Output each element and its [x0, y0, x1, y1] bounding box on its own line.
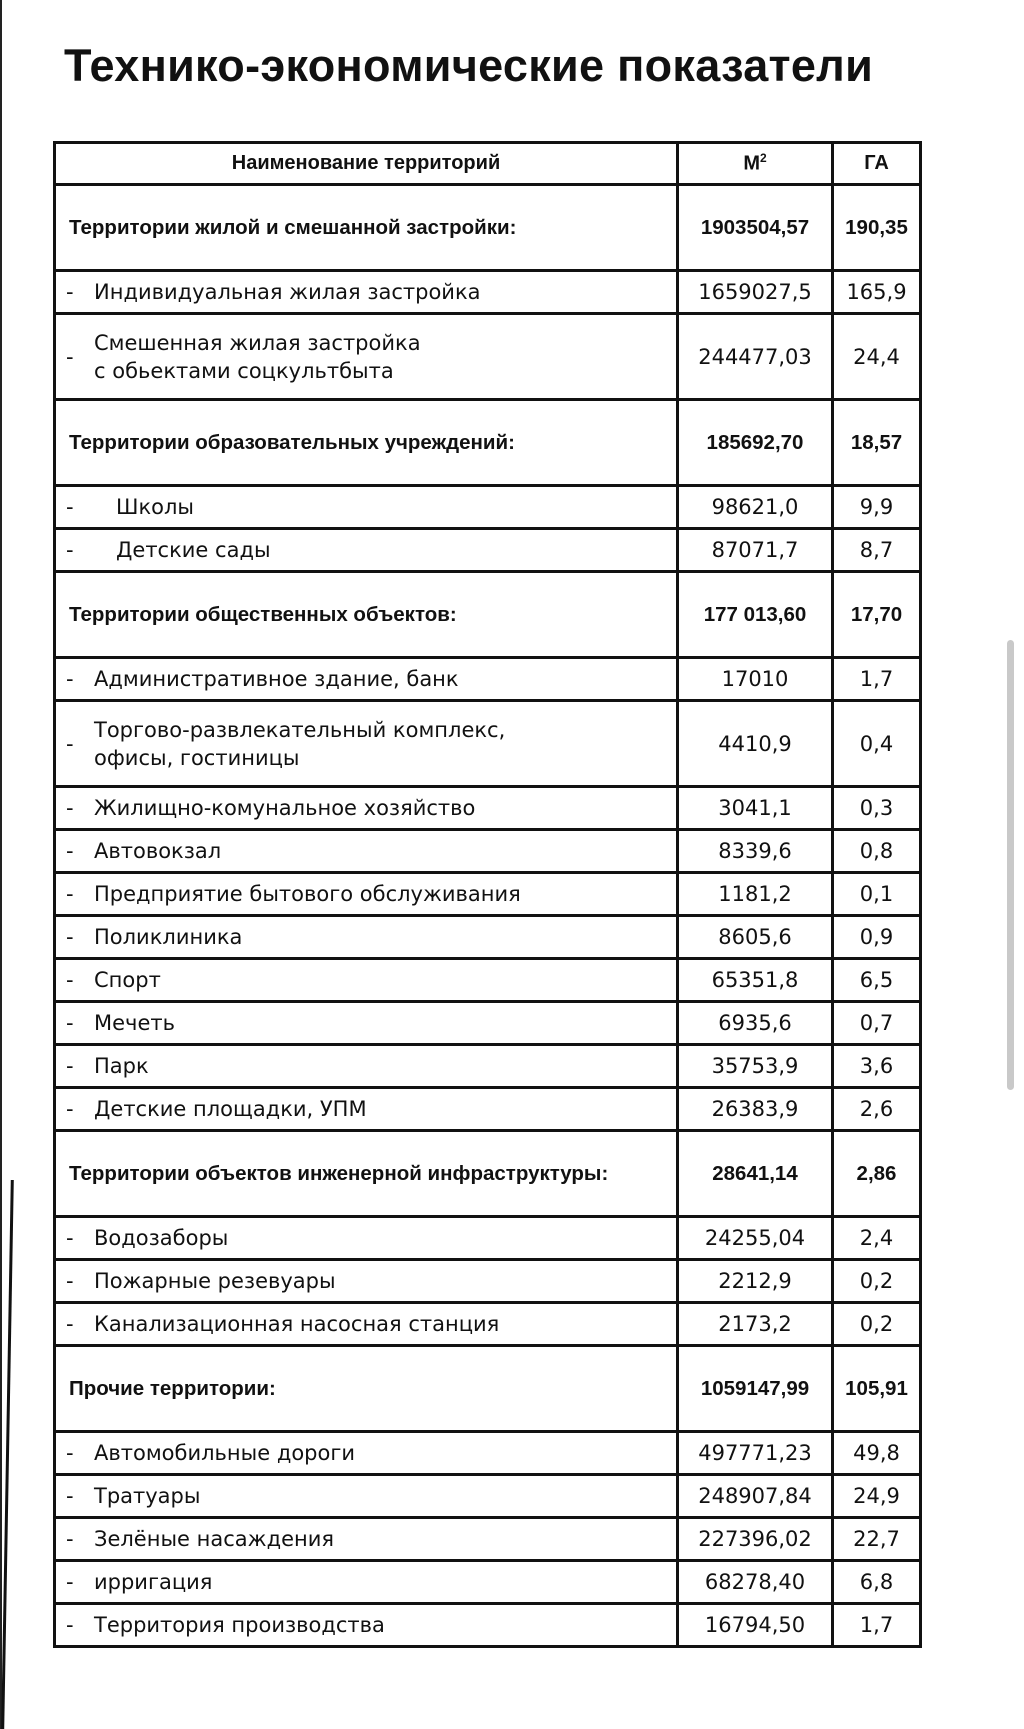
item-m2: 65351,8	[678, 959, 833, 1002]
item-name-line1: Смешенная жилая застройка	[94, 330, 421, 355]
item-ha: 1,7	[833, 1604, 921, 1647]
item-name-cell	[55, 1303, 678, 1346]
item-ha: 0,2	[833, 1260, 921, 1303]
item-name-cell	[55, 486, 678, 529]
item-m2: 4410,9	[678, 701, 833, 787]
table-category-row	[55, 572, 921, 658]
page-left-edge	[0, 0, 2, 1729]
item-ha: 2,6	[833, 1088, 921, 1131]
category-ha: 18,57	[833, 400, 921, 486]
item-name-cell	[55, 701, 678, 787]
item-m2: 1181,2	[678, 873, 833, 916]
item-name: Поликлиника	[94, 925, 243, 949]
item-name-line1: Торгово-развлекательный комплекс,	[94, 717, 506, 742]
item-ha: 165,9	[833, 271, 921, 314]
item-name-cell	[55, 271, 678, 314]
category-m2: 185692,70	[678, 400, 833, 486]
item-name-cell	[55, 787, 678, 830]
item-m2: 87071,7	[678, 529, 833, 572]
item-name: Канализационная насосная станция	[94, 1312, 500, 1336]
item-m2: 8605,6	[678, 916, 833, 959]
item-dash: -	[66, 495, 74, 519]
page-left-edge-shadow	[1, 1180, 14, 1729]
header-m2	[678, 143, 833, 185]
item-name-cell	[55, 916, 678, 959]
table-row	[55, 1475, 921, 1518]
item-dash: -	[66, 731, 74, 756]
item-dash: -	[66, 1011, 74, 1035]
item-ha: 2,4	[833, 1217, 921, 1260]
item-ha: 6,8	[833, 1561, 921, 1604]
table-row	[55, 1432, 921, 1475]
item-m2: 26383,9	[678, 1088, 833, 1131]
item-m2: 497771,23	[678, 1432, 833, 1475]
item-name-line2: офисы, гостиницы	[94, 745, 300, 770]
item-name-cell	[55, 1432, 678, 1475]
header-m2-sup: 2	[759, 151, 767, 166]
table-row	[55, 658, 921, 701]
category-name: Территории образовательных учреждений:	[55, 400, 678, 486]
item-m2: 244477,03	[678, 314, 833, 400]
item-name: Индивидуальная жилая застройка	[94, 280, 481, 304]
item-name-cell	[55, 1260, 678, 1303]
table-row	[55, 916, 921, 959]
page-title: Технико-экономические показатели	[64, 40, 874, 91]
item-ha: 0,1	[833, 873, 921, 916]
item-dash: -	[66, 796, 74, 820]
category-ha: 17,70	[833, 572, 921, 658]
item-ha: 0,9	[833, 916, 921, 959]
category-name: Территории объектов инженерной инфраструктуры:	[55, 1131, 678, 1217]
table-row	[55, 1561, 921, 1604]
category-m2: 28641,14	[678, 1131, 833, 1217]
item-m2: 6935,6	[678, 1002, 833, 1045]
table-row	[55, 486, 921, 529]
item-dash: -	[66, 667, 74, 691]
item-m2: 24255,04	[678, 1217, 833, 1260]
table-row	[55, 1260, 921, 1303]
item-dash: -	[66, 882, 74, 906]
item-name-cell	[55, 1217, 678, 1260]
item-ha: 49,8	[833, 1432, 921, 1475]
item-name-cell	[55, 1604, 678, 1647]
category-m2: 1059147,99	[678, 1346, 833, 1432]
item-name-cell	[55, 959, 678, 1002]
category-ha: 2,86	[833, 1131, 921, 1217]
item-name: Предприятие бытового обслуживания	[94, 882, 521, 906]
table-category-row	[55, 1131, 921, 1217]
item-dash: -	[66, 1570, 74, 1594]
table-row	[55, 1217, 921, 1260]
item-m2: 68278,40	[678, 1561, 833, 1604]
item-ha: 0,3	[833, 787, 921, 830]
table-row	[55, 959, 921, 1002]
category-m2: 1903504,57	[678, 185, 833, 271]
item-name-cell	[55, 1518, 678, 1561]
table-category-row	[55, 400, 921, 486]
item-name: Водозаборы	[94, 1226, 229, 1250]
item-name: Парк	[94, 1054, 149, 1078]
table-category-row	[55, 185, 921, 271]
table-row	[55, 873, 921, 916]
item-ha: 1,7	[833, 658, 921, 701]
item-name-cell	[55, 1475, 678, 1518]
item-m2: 227396,02	[678, 1518, 833, 1561]
item-name-cell	[55, 1045, 678, 1088]
item-dash: -	[66, 1441, 74, 1465]
item-name: Пожарные резевуары	[94, 1269, 336, 1293]
item-name: Жилищно-комунальное хозяйство	[94, 796, 476, 820]
item-m2: 248907,84	[678, 1475, 833, 1518]
table-row	[55, 701, 921, 787]
item-name-cell	[55, 830, 678, 873]
item-ha: 0,8	[833, 830, 921, 873]
item-m2: 3041,1	[678, 787, 833, 830]
table-body	[55, 185, 921, 1647]
indicators-table	[53, 141, 922, 1648]
item-ha: 0,7	[833, 1002, 921, 1045]
item-dash: -	[66, 1269, 74, 1293]
item-dash: -	[66, 1097, 74, 1121]
item-name: ирригация	[94, 1570, 213, 1594]
item-dash: -	[66, 925, 74, 949]
item-ha: 3,6	[833, 1045, 921, 1088]
table-row	[55, 1303, 921, 1346]
item-name: Детские сады	[116, 538, 271, 562]
item-ha: 8,7	[833, 529, 921, 572]
item-dash: -	[66, 344, 74, 369]
category-name: Территории жилой и смешанной застройки:	[55, 185, 678, 271]
item-name: Административное здание, банк	[94, 667, 459, 691]
item-ha: 0,2	[833, 1303, 921, 1346]
item-dash: -	[66, 1484, 74, 1508]
item-name: Школы	[116, 495, 194, 519]
category-name: Прочие территории:	[55, 1346, 678, 1432]
table-row	[55, 271, 921, 314]
item-m2: 8339,6	[678, 830, 833, 873]
table-row	[55, 529, 921, 572]
item-name: Автовокзал	[94, 839, 222, 863]
scroll-indicator[interactable]	[1007, 640, 1014, 1090]
category-m2: 177 013,60	[678, 572, 833, 658]
item-name-cell	[55, 1088, 678, 1131]
item-m2: 2212,9	[678, 1260, 833, 1303]
item-dash: -	[66, 839, 74, 863]
item-dash: -	[66, 1527, 74, 1551]
item-name: Территория производства	[94, 1613, 385, 1637]
item-ha: 9,9	[833, 486, 921, 529]
table-row	[55, 830, 921, 873]
item-name	[94, 716, 505, 772]
item-dash: -	[66, 968, 74, 992]
item-name	[94, 329, 421, 385]
item-m2: 17010	[678, 658, 833, 701]
item-name: Автомобильные дороги	[94, 1441, 356, 1465]
item-name-cell	[55, 873, 678, 916]
header-name: Наименование территорий	[55, 143, 678, 185]
table-row	[55, 1088, 921, 1131]
item-m2: 2173,2	[678, 1303, 833, 1346]
category-ha: 105,91	[833, 1346, 921, 1432]
header-m2-label: М	[743, 152, 760, 175]
item-dash: -	[66, 280, 74, 304]
item-dash: -	[66, 1312, 74, 1336]
item-dash: -	[66, 1226, 74, 1250]
item-ha: 0,4	[833, 701, 921, 787]
category-ha: 190,35	[833, 185, 921, 271]
item-m2: 1659027,5	[678, 271, 833, 314]
table-row	[55, 787, 921, 830]
item-ha: 24,4	[833, 314, 921, 400]
header-ha: ГА	[833, 143, 921, 185]
item-dash: -	[66, 1613, 74, 1637]
item-dash: -	[66, 1054, 74, 1078]
table-header-row	[55, 143, 921, 185]
item-ha: 22,7	[833, 1518, 921, 1561]
table-row	[55, 1045, 921, 1088]
item-name: Зелёные насаждения	[94, 1527, 335, 1551]
item-m2: 16794,50	[678, 1604, 833, 1647]
item-name: Мечеть	[94, 1011, 175, 1035]
item-name-cell	[55, 314, 678, 400]
table-row	[55, 314, 921, 400]
table-row	[55, 1518, 921, 1561]
table-row	[55, 1002, 921, 1045]
table-category-row	[55, 1346, 921, 1432]
item-m2: 98621,0	[678, 486, 833, 529]
item-name: Тратуары	[94, 1484, 201, 1508]
item-name: Детские площадки, УПМ	[94, 1097, 367, 1121]
item-name-cell	[55, 1002, 678, 1045]
table-row	[55, 1604, 921, 1647]
item-dash: -	[66, 538, 74, 562]
item-ha: 24,9	[833, 1475, 921, 1518]
category-name: Территории общественных объектов:	[55, 572, 678, 658]
item-m2: 35753,9	[678, 1045, 833, 1088]
item-name-line2: с обьектами соцкультбыта	[94, 358, 394, 383]
item-name: Спорт	[94, 968, 161, 992]
item-ha: 6,5	[833, 959, 921, 1002]
item-name-cell	[55, 529, 678, 572]
item-name-cell	[55, 1561, 678, 1604]
item-name-cell	[55, 658, 678, 701]
